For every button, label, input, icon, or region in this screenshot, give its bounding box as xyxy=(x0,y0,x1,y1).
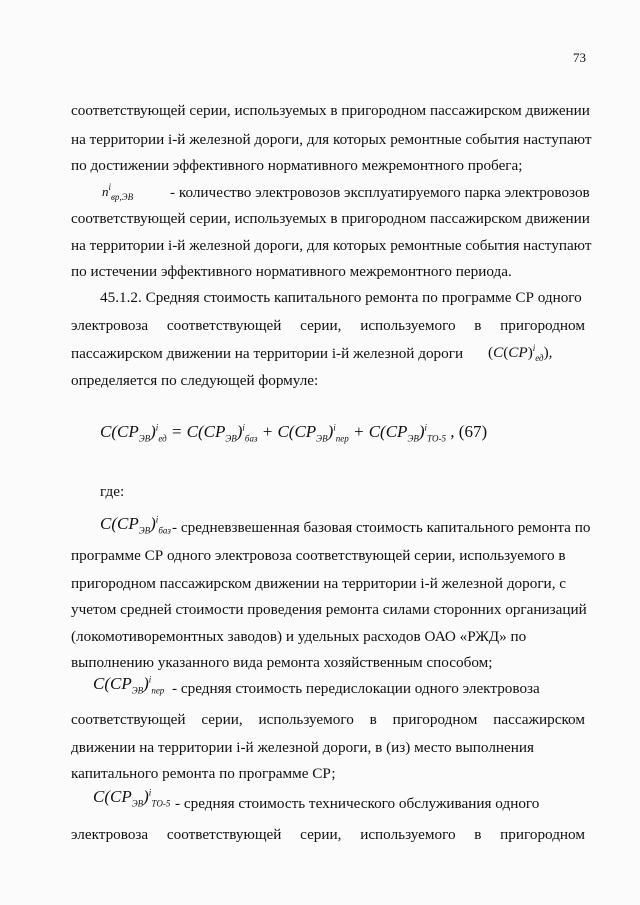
symbol-n: n xyxy=(102,184,109,200)
text-line: программе СР одного электровоза соответствующей серии, используемого в xyxy=(71,547,566,564)
word: соответствующей xyxy=(166,317,282,334)
word: используемого xyxy=(360,317,456,334)
word: в xyxy=(474,826,482,843)
text-line: - средняя стоимость передислокации одного электровоза xyxy=(172,680,540,697)
word: в xyxy=(474,317,482,334)
word: используемого xyxy=(360,826,456,843)
formula-number: (67) xyxy=(458,422,488,441)
text-line: соответствующей серии, используемых в пригородном пассажирском движении xyxy=(71,210,590,227)
text-line: выполнению указанного вида ремонта хозяйственным способом; xyxy=(71,654,493,671)
inline-formula: (C(CP)$^i_{ед}$), xyxy=(488,343,553,364)
symbol-n-vr xyxy=(102,183,133,202)
text-line: движении на территории i-й железной дороги, в (из) место выполнения xyxy=(71,739,535,756)
symbol-sup: i xyxy=(108,182,112,192)
text-line: соответствующей серии, используемых в пригородном пассажирском движении xyxy=(71,102,590,119)
text-line: учетом средней стоимости проведения ремонта силами сторонних организаций xyxy=(71,601,587,618)
word: серии, xyxy=(300,826,342,843)
word: соответствующей xyxy=(166,826,282,843)
justified-line xyxy=(71,827,585,842)
word: серии, xyxy=(201,711,243,728)
word: пригородном xyxy=(392,711,478,728)
text-line: на территории i-й железной дороги, для которых ремонтные события наступают xyxy=(71,237,592,254)
text-line: определяется по следующей формуле: xyxy=(71,372,319,389)
text-line: пассажирском движении на территории i-й железной дороги xyxy=(71,345,464,362)
text-line: пригородном пассажирском движении на территории i-й железной дороги, с xyxy=(71,575,567,592)
text-line: где: xyxy=(100,483,125,500)
word: серии, xyxy=(300,317,342,334)
word: соответствующей xyxy=(71,711,186,728)
text-line: по истечении эффективного нормативного межремонтного периода. xyxy=(71,263,512,280)
symbol-sub: вр,ЭВ xyxy=(111,192,134,203)
justified-line xyxy=(71,318,585,333)
text-line: 45.1.2. Средняя стоимость капитального ремонта по программе СР одного xyxy=(100,289,582,306)
justified-line xyxy=(71,712,585,727)
text-line: - средняя стоимость технического обслуживания одного xyxy=(175,795,540,812)
page-number: 73 xyxy=(573,50,586,65)
symbol-c-to5: $C(CP_{ЭВ})^i_{ТО-5}$ xyxy=(93,787,171,809)
text-line: - количество электровозов эксплуатируемого парка электровозов xyxy=(170,184,590,201)
symbol-c-baz: $C(CP_{ЭВ})^i_{баз}$ xyxy=(100,514,171,536)
word: в xyxy=(369,711,377,728)
word: электровоза xyxy=(71,826,149,843)
word: пригородном xyxy=(500,317,585,334)
word: пассажирском xyxy=(493,711,585,728)
symbol-c-per: $C(CP_{ЭВ})^i_{пер}$ xyxy=(93,674,165,696)
text-line: капитального ремонта по программе СР; xyxy=(71,765,336,782)
text-line: на территории i-й железной дороги, для которых ремонтные события наступают xyxy=(71,131,592,148)
word: электровоза xyxy=(71,317,149,334)
word: используемого xyxy=(258,711,354,728)
text-line: по достижении эффективного нормативного межремонтного пробега; xyxy=(71,157,523,174)
word: пригородном xyxy=(500,826,585,843)
formula-67: $C(CP_{ЭВ})^i_{ед} = C(CP_{ЭВ})^i_{баз} + C(CP_{ЭВ})^i_{пер} + C(CP_{ЭВ})^i_{ТО-5}$ , (67) xyxy=(100,422,488,444)
text-line: - средневзвешенная базовая стоимость капитального ремонта по xyxy=(172,519,591,536)
text-line: (локомотиворемонтных заводов) и удельных расходов ОАО «РЖД» по xyxy=(71,628,527,645)
